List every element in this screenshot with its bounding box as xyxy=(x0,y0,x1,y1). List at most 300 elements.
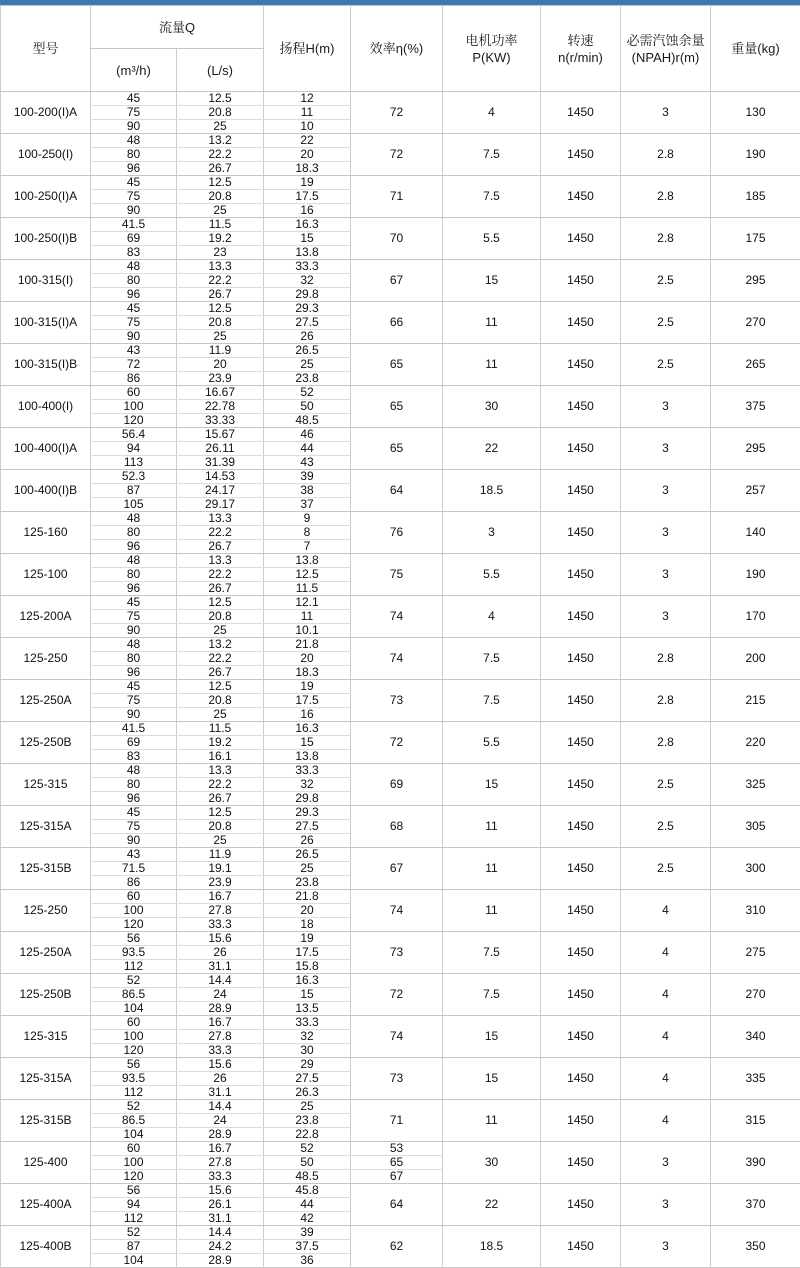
flow-m3h-cell: 75 xyxy=(91,316,177,330)
head-cell: 26.5 xyxy=(264,344,351,358)
weight-cell: 375 xyxy=(711,386,800,428)
table-header xyxy=(1,6,800,92)
head-cell: 50 xyxy=(264,1156,351,1170)
model-cell: 100-200(I)A xyxy=(1,92,91,134)
head-cell: 23.8 xyxy=(264,372,351,386)
speed-cell: 1450 xyxy=(541,1142,621,1184)
npsh-cell: 2.8 xyxy=(621,134,711,176)
col-header-flow-m3h: (m³/h) xyxy=(91,49,177,92)
efficiency-cell: 65 xyxy=(351,344,443,386)
efficiency-cell: 73 xyxy=(351,680,443,722)
power-cell: 11 xyxy=(443,344,541,386)
npsh-cell: 2.8 xyxy=(621,638,711,680)
head-cell: 39 xyxy=(264,1226,351,1240)
weight-cell: 175 xyxy=(711,218,800,260)
flow-m3h-cell: 96 xyxy=(91,162,177,176)
head-cell: 13.8 xyxy=(264,750,351,764)
speed-cell: 1450 xyxy=(541,134,621,176)
flow-ls-cell: 22.2 xyxy=(177,568,264,582)
weight-cell: 350 xyxy=(711,1226,800,1268)
flow-m3h-cell: 75 xyxy=(91,820,177,834)
head-cell: 44 xyxy=(264,1198,351,1212)
model-cell: 125-100 xyxy=(1,554,91,596)
head-cell: 45.8 xyxy=(264,1184,351,1198)
power-cell: 4 xyxy=(443,596,541,638)
speed-cell: 1450 xyxy=(541,428,621,470)
model-cell: 100-315(I)B xyxy=(1,344,91,386)
flow-m3h-cell: 75 xyxy=(91,106,177,120)
power-cell: 11 xyxy=(443,806,541,848)
flow-m3h-cell: 43 xyxy=(91,344,177,358)
head-cell: 12.5 xyxy=(264,568,351,582)
speed-cell: 1450 xyxy=(541,974,621,1016)
head-cell: 16.3 xyxy=(264,218,351,232)
flow-ls-cell: 24 xyxy=(177,1114,264,1128)
power-cell: 7.5 xyxy=(443,176,541,218)
power-cell: 4 xyxy=(443,92,541,134)
table-row xyxy=(1,260,800,274)
power-cell: 22 xyxy=(443,1184,541,1226)
power-cell: 11 xyxy=(443,1100,541,1142)
flow-m3h-cell: 112 xyxy=(91,960,177,974)
head-cell: 27.5 xyxy=(264,820,351,834)
flow-m3h-cell: 90 xyxy=(91,624,177,638)
flow-ls-cell: 28.9 xyxy=(177,1002,264,1016)
flow-m3h-cell: 83 xyxy=(91,750,177,764)
flow-ls-cell: 33.3 xyxy=(177,1044,264,1058)
speed-cell: 1450 xyxy=(541,512,621,554)
flow-ls-cell: 29.17 xyxy=(177,498,264,512)
head-cell: 18.3 xyxy=(264,162,351,176)
model-cell: 125-315 xyxy=(1,1016,91,1058)
speed-cell: 1450 xyxy=(541,1226,621,1268)
model-cell: 125-250B xyxy=(1,974,91,1016)
efficiency-cell: 74 xyxy=(351,890,443,932)
flow-m3h-cell: 48 xyxy=(91,260,177,274)
npsh-cell: 4 xyxy=(621,1016,711,1058)
flow-m3h-cell: 41.5 xyxy=(91,218,177,232)
flow-ls-cell: 19.2 xyxy=(177,736,264,750)
speed-cell: 1450 xyxy=(541,344,621,386)
flow-m3h-cell: 52.3 xyxy=(91,470,177,484)
weight-cell: 300 xyxy=(711,848,800,890)
head-cell: 44 xyxy=(264,442,351,456)
power-cell: 30 xyxy=(443,386,541,428)
table-row xyxy=(1,134,800,148)
head-cell: 37 xyxy=(264,498,351,512)
npsh-cell: 2.8 xyxy=(621,176,711,218)
flow-ls-cell: 26 xyxy=(177,1072,264,1086)
flow-m3h-cell: 52 xyxy=(91,1226,177,1240)
flow-ls-cell: 27.8 xyxy=(177,904,264,918)
flow-ls-cell: 13.2 xyxy=(177,638,264,652)
flow-ls-cell: 25 xyxy=(177,834,264,848)
flow-ls-cell: 22.2 xyxy=(177,148,264,162)
power-cell: 7.5 xyxy=(443,932,541,974)
speed-cell: 1450 xyxy=(541,260,621,302)
flow-m3h-cell: 56 xyxy=(91,1184,177,1198)
model-cell: 100-400(I)A xyxy=(1,428,91,470)
flow-m3h-cell: 87 xyxy=(91,484,177,498)
col-header-speed-line1: 转速 xyxy=(541,32,620,49)
efficiency-cell: 69 xyxy=(351,764,443,806)
table-row xyxy=(1,386,800,400)
speed-cell: 1450 xyxy=(541,218,621,260)
npsh-cell: 2.5 xyxy=(621,848,711,890)
flow-ls-cell: 25 xyxy=(177,330,264,344)
col-header-power-line1: 电机功率 xyxy=(443,32,540,49)
head-cell: 9 xyxy=(264,512,351,526)
flow-m3h-cell: 96 xyxy=(91,666,177,680)
flow-ls-cell: 27.8 xyxy=(177,1030,264,1044)
flow-ls-cell: 19.2 xyxy=(177,232,264,246)
head-cell: 13.5 xyxy=(264,1002,351,1016)
head-cell: 13.8 xyxy=(264,554,351,568)
npsh-cell: 3 xyxy=(621,512,711,554)
weight-cell: 390 xyxy=(711,1142,800,1184)
flow-ls-cell: 12.5 xyxy=(177,680,264,694)
flow-m3h-cell: 112 xyxy=(91,1212,177,1226)
head-cell: 26.3 xyxy=(264,1086,351,1100)
speed-cell: 1450 xyxy=(541,1184,621,1226)
table-row xyxy=(1,1016,800,1030)
weight-cell: 295 xyxy=(711,260,800,302)
table-row xyxy=(1,1142,800,1156)
weight-cell: 295 xyxy=(711,428,800,470)
col-header-power-line2: P(KW) xyxy=(443,49,540,66)
weight-cell: 275 xyxy=(711,932,800,974)
flow-m3h-cell: 52 xyxy=(91,974,177,988)
flow-m3h-cell: 86.5 xyxy=(91,1114,177,1128)
flow-m3h-cell: 45 xyxy=(91,302,177,316)
head-cell: 43 xyxy=(264,456,351,470)
table-row xyxy=(1,176,800,190)
table-row xyxy=(1,554,800,568)
table-row xyxy=(1,806,800,820)
head-cell: 16 xyxy=(264,204,351,218)
npsh-cell: 2.5 xyxy=(621,764,711,806)
efficiency-cell: 64 xyxy=(351,1184,443,1226)
head-cell: 50 xyxy=(264,400,351,414)
head-cell: 19 xyxy=(264,680,351,694)
head-cell: 33.3 xyxy=(264,1016,351,1030)
model-cell: 125-315B xyxy=(1,848,91,890)
efficiency-cell: 72 xyxy=(351,722,443,764)
head-cell: 12 xyxy=(264,92,351,106)
head-cell: 52 xyxy=(264,386,351,400)
npsh-cell: 2.8 xyxy=(621,722,711,764)
speed-cell: 1450 xyxy=(541,1100,621,1142)
head-cell: 20 xyxy=(264,652,351,666)
flow-ls-cell: 20.8 xyxy=(177,610,264,624)
speed-cell: 1450 xyxy=(541,302,621,344)
flow-m3h-cell: 87 xyxy=(91,1240,177,1254)
flow-m3h-cell: 60 xyxy=(91,1016,177,1030)
flow-ls-cell: 26.1 xyxy=(177,1198,264,1212)
npsh-cell: 4 xyxy=(621,890,711,932)
head-cell: 52 xyxy=(264,1142,351,1156)
flow-ls-cell: 25 xyxy=(177,120,264,134)
table-row xyxy=(1,428,800,442)
model-cell: 125-160 xyxy=(1,512,91,554)
flow-ls-cell: 25 xyxy=(177,708,264,722)
speed-cell: 1450 xyxy=(541,764,621,806)
efficiency-cell: 53 xyxy=(351,1142,443,1156)
flow-ls-cell: 31.1 xyxy=(177,1212,264,1226)
flow-m3h-cell: 94 xyxy=(91,442,177,456)
flow-ls-cell: 26.7 xyxy=(177,582,264,596)
power-cell: 22 xyxy=(443,428,541,470)
head-cell: 11.5 xyxy=(264,582,351,596)
speed-cell: 1450 xyxy=(541,932,621,974)
col-header-speed-line2: n(r/min) xyxy=(541,49,620,66)
flow-ls-cell: 26.7 xyxy=(177,162,264,176)
head-cell: 11 xyxy=(264,610,351,624)
flow-m3h-cell: 69 xyxy=(91,736,177,750)
flow-m3h-cell: 100 xyxy=(91,1156,177,1170)
flow-m3h-cell: 56.4 xyxy=(91,428,177,442)
flow-ls-cell: 14.4 xyxy=(177,1100,264,1114)
flow-m3h-cell: 75 xyxy=(91,694,177,708)
flow-m3h-cell: 75 xyxy=(91,190,177,204)
weight-cell: 270 xyxy=(711,974,800,1016)
npsh-cell: 3 xyxy=(621,1226,711,1268)
col-header-model: 型号 xyxy=(1,6,91,92)
power-cell: 30 xyxy=(443,1142,541,1184)
flow-m3h-cell: 60 xyxy=(91,890,177,904)
flow-m3h-cell: 120 xyxy=(91,414,177,428)
flow-ls-cell: 13.2 xyxy=(177,134,264,148)
efficiency-cell: 72 xyxy=(351,134,443,176)
speed-cell: 1450 xyxy=(541,1058,621,1100)
efficiency-cell: 71 xyxy=(351,176,443,218)
flow-ls-cell: 16.1 xyxy=(177,750,264,764)
table-row xyxy=(1,1226,800,1240)
flow-m3h-cell: 93.5 xyxy=(91,1072,177,1086)
model-cell: 100-250(I)A xyxy=(1,176,91,218)
flow-m3h-cell: 56 xyxy=(91,932,177,946)
speed-cell: 1450 xyxy=(541,722,621,764)
head-cell: 25 xyxy=(264,358,351,372)
speed-cell: 1450 xyxy=(541,92,621,134)
efficiency-cell: 74 xyxy=(351,1016,443,1058)
efficiency-cell: 74 xyxy=(351,596,443,638)
table-body xyxy=(1,92,800,1268)
flow-m3h-cell: 105 xyxy=(91,498,177,512)
model-cell: 100-400(I)B xyxy=(1,470,91,512)
speed-cell: 1450 xyxy=(541,890,621,932)
power-cell: 5.5 xyxy=(443,218,541,260)
flow-ls-cell: 13.3 xyxy=(177,512,264,526)
flow-m3h-cell: 80 xyxy=(91,148,177,162)
model-cell: 125-250 xyxy=(1,890,91,932)
flow-ls-cell: 20.8 xyxy=(177,190,264,204)
head-cell: 22.8 xyxy=(264,1128,351,1142)
weight-cell: 370 xyxy=(711,1184,800,1226)
flow-ls-cell: 11.5 xyxy=(177,218,264,232)
power-cell: 3 xyxy=(443,512,541,554)
power-cell: 15 xyxy=(443,260,541,302)
power-cell: 7.5 xyxy=(443,680,541,722)
flow-ls-cell: 26.7 xyxy=(177,666,264,680)
head-cell: 18 xyxy=(264,918,351,932)
flow-m3h-cell: 96 xyxy=(91,792,177,806)
flow-m3h-cell: 90 xyxy=(91,708,177,722)
weight-cell: 215 xyxy=(711,680,800,722)
flow-ls-cell: 23.9 xyxy=(177,876,264,890)
flow-m3h-cell: 48 xyxy=(91,554,177,568)
npsh-cell: 2.5 xyxy=(621,344,711,386)
flow-m3h-cell: 94 xyxy=(91,1198,177,1212)
head-cell: 17.5 xyxy=(264,946,351,960)
weight-cell: 325 xyxy=(711,764,800,806)
power-cell: 7.5 xyxy=(443,638,541,680)
flow-m3h-cell: 86.5 xyxy=(91,988,177,1002)
flow-ls-cell: 11.5 xyxy=(177,722,264,736)
flow-ls-cell: 25 xyxy=(177,624,264,638)
table-row xyxy=(1,890,800,904)
npsh-cell: 2.5 xyxy=(621,302,711,344)
power-cell: 18.5 xyxy=(443,1226,541,1268)
flow-m3h-cell: 56 xyxy=(91,1058,177,1072)
head-cell: 17.5 xyxy=(264,694,351,708)
npsh-cell: 3 xyxy=(621,596,711,638)
flow-m3h-cell: 45 xyxy=(91,806,177,820)
head-cell: 19 xyxy=(264,176,351,190)
flow-ls-cell: 26.7 xyxy=(177,540,264,554)
table-row xyxy=(1,1058,800,1072)
npsh-cell: 3 xyxy=(621,1142,711,1184)
head-cell: 29 xyxy=(264,1058,351,1072)
table-row xyxy=(1,974,800,988)
weight-cell: 310 xyxy=(711,890,800,932)
flow-ls-cell: 22.78 xyxy=(177,400,264,414)
head-cell: 19 xyxy=(264,932,351,946)
flow-ls-cell: 12.5 xyxy=(177,176,264,190)
flow-ls-cell: 33.3 xyxy=(177,1170,264,1184)
speed-cell: 1450 xyxy=(541,680,621,722)
col-header-npsh-line1: 必需汽蚀余量 xyxy=(621,32,710,49)
weight-cell: 315 xyxy=(711,1100,800,1142)
head-cell: 17.5 xyxy=(264,190,351,204)
head-cell: 32 xyxy=(264,778,351,792)
efficiency-cell: 70 xyxy=(351,218,443,260)
head-cell: 29.3 xyxy=(264,806,351,820)
flow-m3h-cell: 48 xyxy=(91,134,177,148)
efficiency-cell: 73 xyxy=(351,932,443,974)
flow-m3h-cell: 48 xyxy=(91,512,177,526)
flow-m3h-cell: 45 xyxy=(91,596,177,610)
head-cell: 48.5 xyxy=(264,1170,351,1184)
head-cell: 26 xyxy=(264,330,351,344)
weight-cell: 220 xyxy=(711,722,800,764)
flow-ls-cell: 19.1 xyxy=(177,862,264,876)
efficiency-cell: 65 xyxy=(351,386,443,428)
flow-m3h-cell: 48 xyxy=(91,764,177,778)
npsh-cell: 4 xyxy=(621,974,711,1016)
pump-spec-table xyxy=(0,5,800,1268)
model-cell: 125-250A xyxy=(1,680,91,722)
power-cell: 11 xyxy=(443,848,541,890)
flow-m3h-cell: 43 xyxy=(91,848,177,862)
head-cell: 15 xyxy=(264,232,351,246)
col-header-weight: 重量(kg) xyxy=(711,6,800,92)
flow-m3h-cell: 120 xyxy=(91,918,177,932)
flow-m3h-cell: 60 xyxy=(91,386,177,400)
flow-ls-cell: 15.6 xyxy=(177,932,264,946)
flow-ls-cell: 26.7 xyxy=(177,288,264,302)
speed-cell: 1450 xyxy=(541,848,621,890)
efficiency-cell: 74 xyxy=(351,638,443,680)
model-cell: 125-400B xyxy=(1,1226,91,1268)
flow-ls-cell: 28.9 xyxy=(177,1254,264,1268)
npsh-cell: 3 xyxy=(621,470,711,512)
table-row xyxy=(1,932,800,946)
model-cell: 125-400 xyxy=(1,1142,91,1184)
efficiency-cell: 67 xyxy=(351,260,443,302)
flow-ls-cell: 27.8 xyxy=(177,1156,264,1170)
power-cell: 15 xyxy=(443,1016,541,1058)
efficiency-cell: 62 xyxy=(351,1226,443,1268)
head-cell: 38 xyxy=(264,484,351,498)
weight-cell: 130 xyxy=(711,92,800,134)
flow-m3h-cell: 100 xyxy=(91,400,177,414)
weight-cell: 140 xyxy=(711,512,800,554)
head-cell: 25 xyxy=(264,862,351,876)
head-cell: 15 xyxy=(264,988,351,1002)
efficiency-cell: 72 xyxy=(351,92,443,134)
model-cell: 100-400(I) xyxy=(1,386,91,428)
flow-ls-cell: 25 xyxy=(177,204,264,218)
head-cell: 29.3 xyxy=(264,302,351,316)
flow-m3h-cell: 112 xyxy=(91,1086,177,1100)
head-cell: 32 xyxy=(264,1030,351,1044)
flow-ls-cell: 16.7 xyxy=(177,890,264,904)
flow-ls-cell: 15.6 xyxy=(177,1058,264,1072)
power-cell: 11 xyxy=(443,890,541,932)
head-cell: 27.5 xyxy=(264,1072,351,1086)
power-cell: 11 xyxy=(443,302,541,344)
flow-m3h-cell: 120 xyxy=(91,1044,177,1058)
flow-ls-cell: 13.3 xyxy=(177,764,264,778)
table-row xyxy=(1,680,800,694)
speed-cell: 1450 xyxy=(541,554,621,596)
head-cell: 12.1 xyxy=(264,596,351,610)
head-cell: 21.8 xyxy=(264,638,351,652)
head-cell: 26 xyxy=(264,834,351,848)
flow-m3h-cell: 90 xyxy=(91,204,177,218)
head-cell: 29.8 xyxy=(264,288,351,302)
efficiency-cell: 68 xyxy=(351,806,443,848)
npsh-cell: 3 xyxy=(621,1184,711,1226)
model-cell: 100-250(I) xyxy=(1,134,91,176)
efficiency-cell: 71 xyxy=(351,1100,443,1142)
flow-m3h-cell: 104 xyxy=(91,1128,177,1142)
npsh-cell: 2.8 xyxy=(621,218,711,260)
flow-m3h-cell: 90 xyxy=(91,834,177,848)
flow-ls-cell: 20.8 xyxy=(177,106,264,120)
flow-ls-cell: 15.6 xyxy=(177,1184,264,1198)
flow-ls-cell: 12.5 xyxy=(177,302,264,316)
head-cell: 23.8 xyxy=(264,1114,351,1128)
weight-cell: 265 xyxy=(711,344,800,386)
table-row xyxy=(1,512,800,526)
table-row xyxy=(1,470,800,484)
weight-cell: 190 xyxy=(711,134,800,176)
power-cell: 5.5 xyxy=(443,722,541,764)
flow-m3h-cell: 90 xyxy=(91,330,177,344)
speed-cell: 1450 xyxy=(541,176,621,218)
